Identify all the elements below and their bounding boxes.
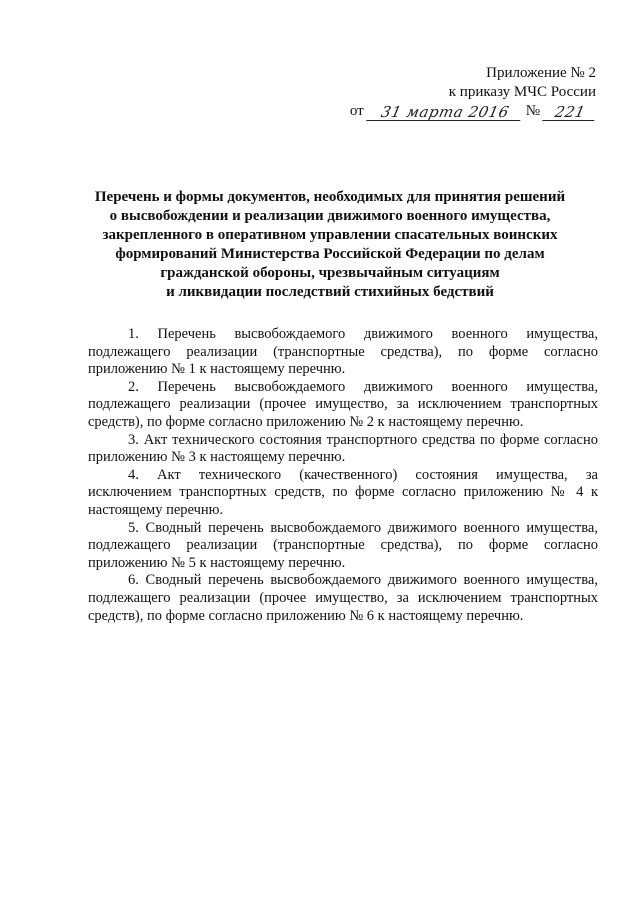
appendix-order-date-line	[350, 102, 596, 121]
list-item: 6. Сводный перечень высвобождаемого движимого военного имущества, подлежащего реализации (прочее имущество, за исключением транспортных средств), по форме согласно приложению № 6 к настоящему перечню.	[88, 572, 598, 624]
appendix-header	[350, 64, 596, 121]
title-line: гражданской обороны, чрезвычайным ситуациям	[160, 265, 500, 281]
list-item: 4. Акт технического (качественного) состояния имущества, за исключением транспортных средств, по форме согласно приложению № 4 к настоящему перечню.	[88, 466, 598, 518]
number-label: №	[525, 103, 540, 119]
appendix-number: Приложение № 2	[486, 65, 596, 81]
from-label: от	[349, 103, 364, 119]
list-item: 1. Перечень высвобождаемого движимого военного имущества, подлежащего реализации (транспортные средства), по форме согласно приложению № 1 к настоящему перечню.	[88, 326, 598, 378]
list-item: 2. Перечень высвобождаемого движимого военного имущества, подлежащего реализации (прочее имущество, за исключением транспортных средств), по форме согласно приложению № 2 к настоящему перечню.	[88, 378, 598, 430]
title-line: Перечень и формы документов, необходимых для принятия решений	[94, 189, 566, 205]
handwritten-number: 221	[542, 104, 598, 121]
handwritten-date: 31 марта 2016	[366, 104, 524, 121]
title-line: формирований Министерства Российской Федерации по делам	[115, 246, 545, 262]
document-body	[88, 326, 598, 625]
list-item: 3. Акт технического состояния транспортного средства по форме согласно приложению № 3 к настоящему перечню.	[88, 431, 598, 466]
title-line: о высвобождении и реализации движимого военного имущества,	[109, 208, 551, 224]
appendix-order-ref: к приказу МЧС России	[448, 84, 596, 100]
document-title	[70, 188, 590, 302]
list-item: 5. Сводный перечень высвобождаемого движимого военного имущества, подлежащего реализации (транспортные средства), по форме согласно приложению № 5 к настоящему перечню.	[88, 519, 598, 571]
title-line: и ликвидации последствий стихийных бедствий	[166, 284, 494, 300]
title-line: закрепленного в оперативном управлении спасательных воинских	[102, 227, 558, 243]
